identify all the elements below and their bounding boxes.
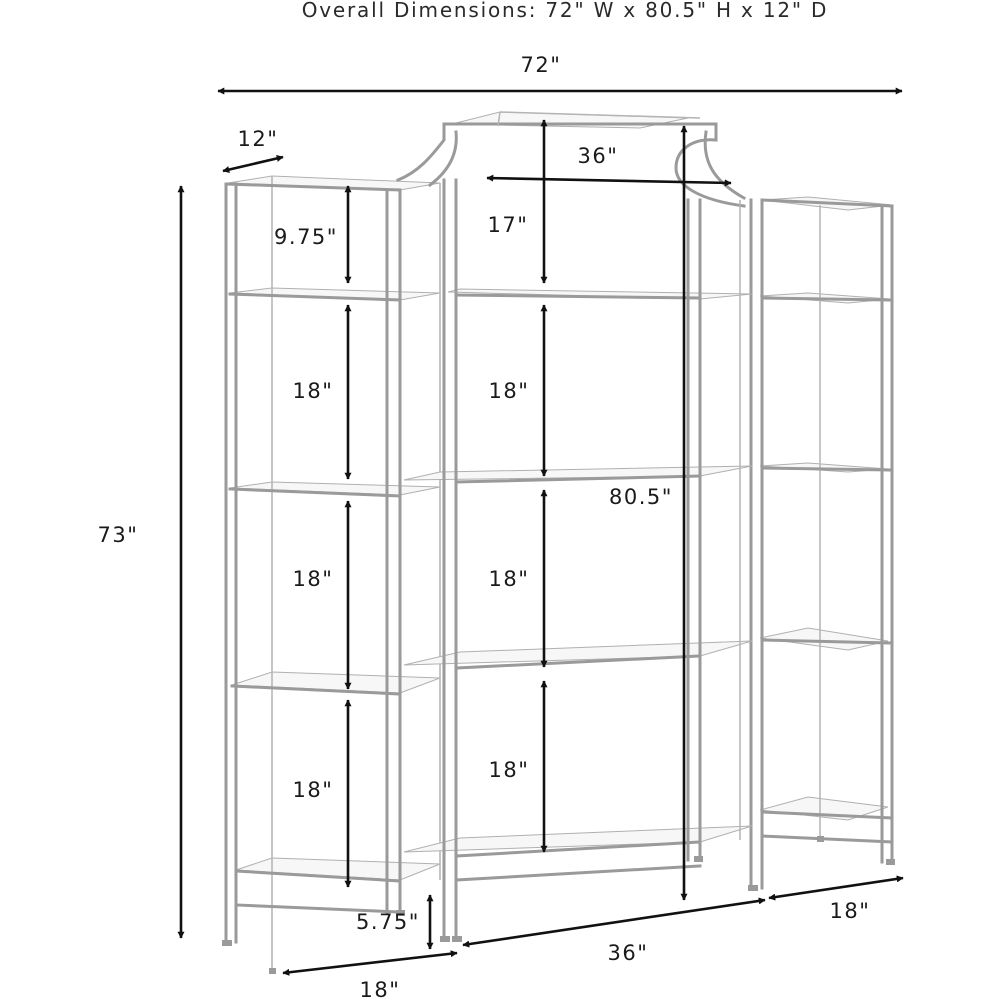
dimension-labels bbox=[98, 53, 871, 1000]
overall-dimensions-title: Overall Dimensions: 72" W x 80.5" H x 12" D bbox=[301, 0, 829, 22]
left-gap-3-label: 18" bbox=[292, 778, 334, 802]
overall-width-label: 72" bbox=[520, 53, 562, 77]
left-gap-1-label: 18" bbox=[292, 379, 334, 403]
center-bookcase bbox=[398, 112, 752, 942]
center-width-arrow bbox=[463, 900, 765, 945]
side-height-label: 73" bbox=[97, 523, 139, 547]
overall-height-label: 80.5" bbox=[609, 485, 673, 509]
floor-clearance-label: 5.75" bbox=[356, 910, 420, 934]
center-top-gap-label: 17" bbox=[487, 213, 529, 237]
right-bookcase bbox=[748, 197, 895, 891]
center-top-width-arrow bbox=[487, 178, 731, 183]
depth-label: 12" bbox=[237, 127, 279, 151]
center-gap-3-label: 18" bbox=[488, 758, 530, 782]
right-width-arrow bbox=[769, 878, 903, 898]
left-width-arrow bbox=[283, 953, 457, 973]
center-top-width-label: 36" bbox=[577, 144, 619, 168]
left-top-gap-label: 9.75" bbox=[274, 225, 338, 249]
left-gap-2-label: 18" bbox=[292, 567, 334, 591]
depth-arrow bbox=[223, 157, 283, 171]
center-gap-1-label: 18" bbox=[488, 379, 530, 403]
left-width-label: 18" bbox=[359, 978, 401, 1000]
center-gap-2-label: 18" bbox=[488, 567, 530, 591]
center-width-label: 36" bbox=[607, 941, 649, 965]
right-width-label: 18" bbox=[829, 899, 871, 923]
